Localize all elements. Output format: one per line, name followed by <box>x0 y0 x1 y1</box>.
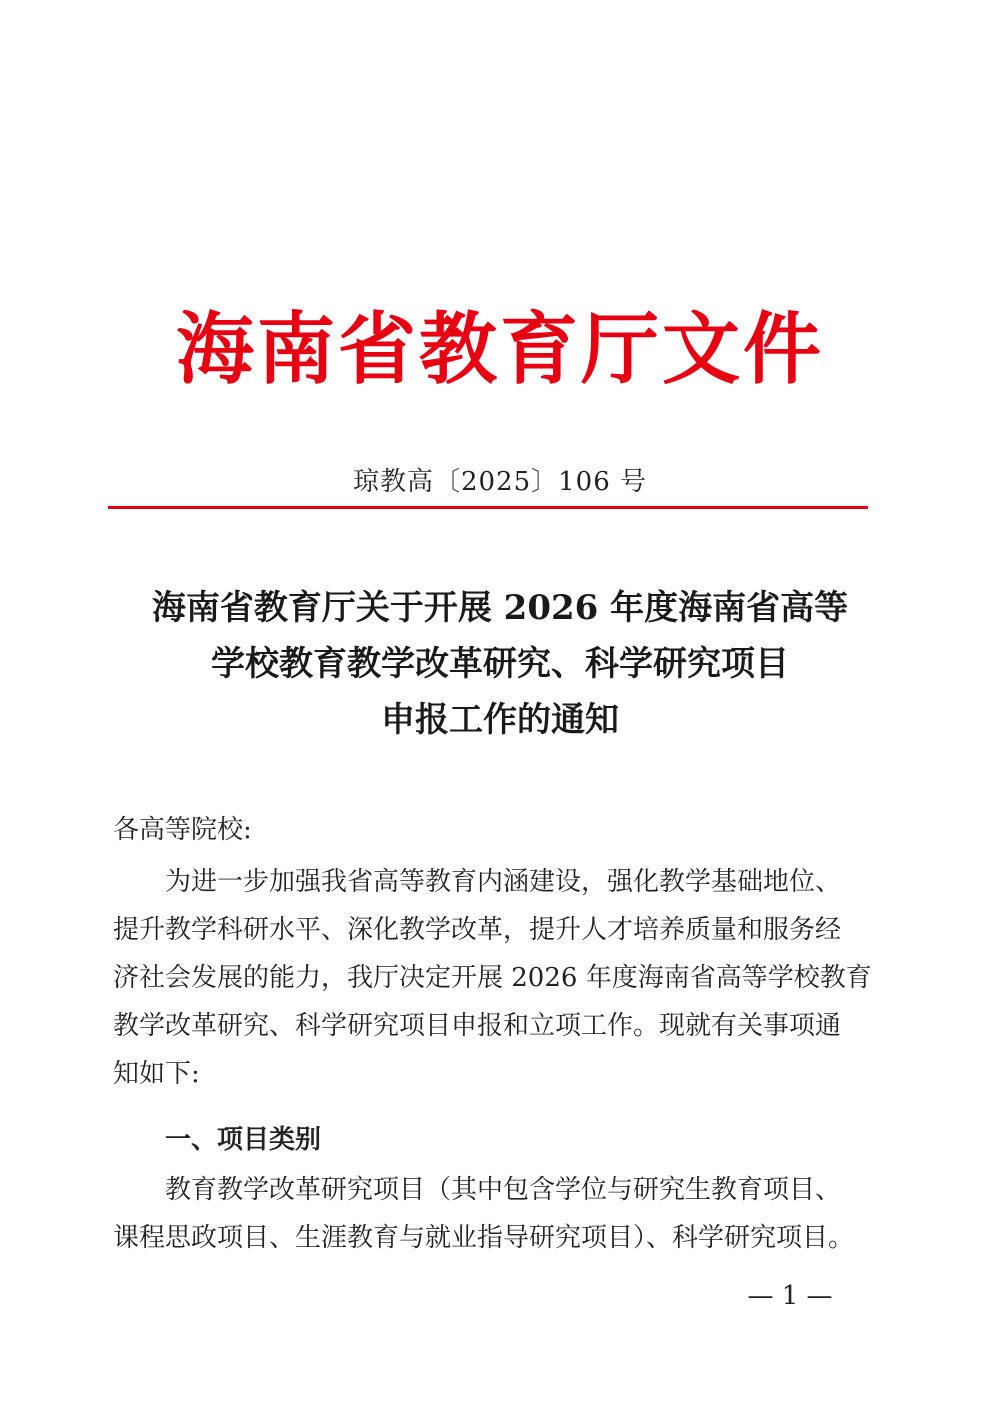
intro-line-2: 提升教学科研水平、深化教学改革，提升人才培养质量和服务经 <box>113 915 842 945</box>
notice-title <box>60 580 940 748</box>
document-number: 琼教高〔2025〕106 号 <box>352 467 648 497</box>
intro-line-5: 知如下: <box>113 1059 200 1089</box>
section1-paragraph <box>113 1166 873 1262</box>
section-heading-project-categories: 一、项目类别 <box>165 1125 322 1155</box>
intro-paragraph <box>113 858 873 1098</box>
masthead-title: 海南省教育厅文件 <box>175 304 824 395</box>
title-line-1: 海南省教育厅关于开展 2026 年度海南省高等 <box>151 588 849 628</box>
title-line-2: 学校教育教学改革研究、科学研究项目 <box>211 644 789 684</box>
intro-line-3: 济社会发展的能力，我厅决定开展 2026 年度海南省高等学校教育 <box>113 963 872 993</box>
red-divider-line <box>108 506 868 509</box>
salutation: 各高等院校: <box>113 815 252 845</box>
section1-line-1: 教育教学改革研究项目（其中包含学位与研究生教育项目、 <box>165 1175 842 1205</box>
title-line-3: 申报工作的通知 <box>381 700 619 740</box>
intro-line-1: 为进一步加强我省高等教育内涵建设，强化教学基础地位、 <box>165 867 842 897</box>
section1-line-2: 课程思政项目、生涯教育与就业指导研究项目）、科学研究项目。 <box>113 1223 855 1253</box>
page-number: — 1 — <box>747 1281 833 1311</box>
intro-line-4: 教学改革研究、科学研究项目申报和立项工作。现就有关事项通 <box>113 1011 842 1041</box>
